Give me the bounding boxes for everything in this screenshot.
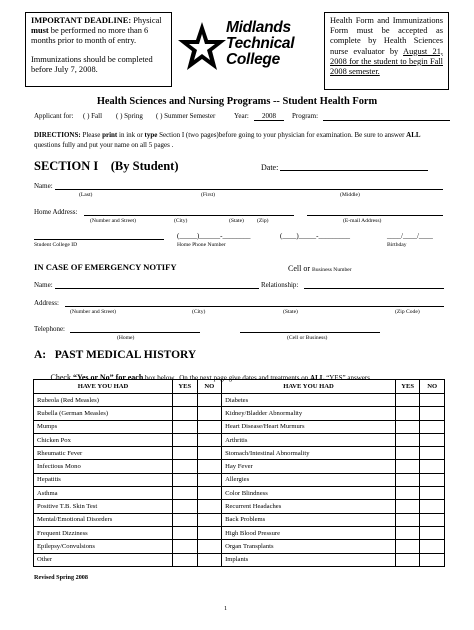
emergency-cell-business-caption: (Cell or Business): [287, 335, 328, 341]
condition-label: Hay Fever: [222, 460, 396, 473]
table-row: [34, 473, 445, 486]
yes-checkbox[interactable]: [395, 407, 420, 420]
yes-checkbox[interactable]: [173, 553, 198, 566]
home-phone-field[interactable]: (_____)______-________: [177, 232, 251, 240]
yes-checkbox[interactable]: [395, 394, 420, 407]
no-checkbox[interactable]: [197, 540, 222, 553]
column-header: NO: [420, 380, 445, 394]
fall-option[interactable]: ( ) Fall: [83, 112, 103, 120]
no-checkbox[interactable]: [420, 473, 445, 486]
logo-line-2: Technical: [226, 35, 295, 52]
condition-label: Diabetes: [222, 394, 396, 407]
home-phone-caption: Home Phone Number: [177, 242, 226, 248]
program-field[interactable]: [323, 120, 450, 121]
directions-text-c: Section I (two pages)before going to your physician for examination. Be sure to answer: [157, 131, 407, 139]
star-logo-icon: [176, 20, 228, 76]
college-logo: [176, 18, 316, 78]
no-checkbox[interactable]: [197, 553, 222, 566]
table-row: [34, 500, 445, 513]
no-checkbox[interactable]: [420, 394, 445, 407]
no-checkbox[interactable]: [197, 526, 222, 539]
condition-label: Arthritis: [222, 433, 396, 446]
no-checkbox[interactable]: [420, 447, 445, 460]
condition-label: Rheumatic Fever: [34, 447, 173, 460]
emergency-state-caption: (State): [283, 309, 298, 315]
logo-line-1: Midlands: [226, 19, 291, 36]
cell-caption: Cell: [288, 264, 302, 273]
summer-option[interactable]: ( ) Summer Semester: [156, 112, 216, 120]
condition-label: Kidney/Bladder Abnormality: [222, 407, 396, 420]
condition-label: Back Problems: [222, 513, 396, 526]
column-header: YES: [173, 380, 198, 394]
notice-box: [324, 12, 449, 90]
condition-label: Hepatitis: [34, 473, 173, 486]
condition-label: Organ Transplants: [222, 540, 396, 553]
condition-label: Rubeola (Red Measles): [34, 394, 173, 407]
directions: [34, 131, 452, 150]
condition-label: Infectious Mono: [34, 460, 173, 473]
yes-checkbox[interactable]: [395, 500, 420, 513]
cell-phone-caption: [280, 240, 352, 276]
deadline-paragraph: [31, 16, 166, 47]
telephone-label: Telephone:: [34, 325, 65, 333]
zip-caption: (Zip): [257, 218, 269, 224]
program-label: Program:: [292, 112, 319, 120]
no-checkbox[interactable]: [420, 407, 445, 420]
no-checkbox[interactable]: [197, 500, 222, 513]
table-body: [34, 394, 445, 567]
condition-label: Positive T.B. Skin Test: [34, 500, 173, 513]
immunization-deadline-text: Immunizations should be completed before July 7, 2008.: [31, 54, 153, 74]
section-a-title: A: PAST MEDICAL HISTORY: [34, 349, 197, 361]
yes-checkbox[interactable]: [173, 433, 198, 446]
yes-checkbox[interactable]: [395, 540, 420, 553]
table-header-row: [34, 380, 445, 394]
date-field[interactable]: [280, 170, 428, 171]
condition-label: Epilepsy/Convulsions: [34, 540, 173, 553]
emergency-name-label: Name:: [34, 281, 53, 289]
name-field[interactable]: [55, 189, 443, 190]
no-checkbox[interactable]: [420, 433, 445, 446]
year-field[interactable]: 2008: [254, 112, 284, 121]
city-caption: (City): [174, 218, 188, 224]
applicant-label: Applicant for:: [34, 112, 74, 120]
directions-text-a: Please: [82, 131, 103, 139]
table-row: [34, 540, 445, 553]
column-header: YES: [395, 380, 420, 394]
condition-label: Color Blindness: [222, 487, 396, 500]
check-text-b: box below. On the next page give dates and treatments on: [143, 374, 311, 382]
condition-label: Implants: [222, 553, 396, 566]
student-id-field[interactable]: [34, 239, 164, 240]
table-row: [34, 433, 445, 446]
yes-checkbox[interactable]: [173, 407, 198, 420]
table-row: [34, 460, 445, 473]
deadline-must: must: [31, 26, 49, 36]
no-checkbox[interactable]: [420, 487, 445, 500]
condition-label: Heart Disease/Heart Murmurs: [222, 420, 396, 433]
directions-text-b: in ink or: [117, 131, 145, 139]
table-row: [34, 513, 445, 526]
emergency-city-caption: (City): [192, 309, 206, 315]
street-caption: (Number and Street): [90, 218, 136, 224]
condition-label: Allergies: [222, 473, 396, 486]
year-label: Year:: [234, 112, 249, 120]
middle-name-caption: (Middle): [340, 192, 360, 198]
table-row: [34, 553, 445, 566]
yes-checkbox[interactable]: [173, 394, 198, 407]
condition-label: Recurrent Headaches: [222, 500, 396, 513]
email-field[interactable]: [307, 215, 443, 216]
yes-checkbox[interactable]: [173, 500, 198, 513]
directions-text-d: questions fully and put your name on all 5 pages .: [34, 140, 174, 149]
table-row: [34, 487, 445, 500]
notice-date: August 21, 2008 for the student to begin Fall 2008 semester.: [330, 46, 443, 77]
yes-checkbox[interactable]: [395, 433, 420, 446]
emergency-zip-caption: (Zip Code): [395, 309, 420, 315]
directions-all: ALL: [406, 131, 421, 139]
condition-label: High Blood Pressure: [222, 526, 396, 539]
deadline-text-2: be performed no more than 6 months prior to month of entry.: [31, 26, 149, 46]
yes-checkbox[interactable]: [395, 553, 420, 566]
table-row: [34, 420, 445, 433]
logo-line-3: College: [226, 51, 280, 68]
no-checkbox[interactable]: [420, 513, 445, 526]
cell-or-caption: or: [301, 264, 313, 273]
relationship-field[interactable]: [304, 288, 444, 289]
table-row: [34, 526, 445, 539]
applicant-row: [34, 112, 454, 124]
home-address-field[interactable]: [84, 215, 294, 216]
medical-history-table: [33, 379, 445, 567]
no-checkbox[interactable]: [197, 447, 222, 460]
emergency-title: IN CASE OF EMERGENCY NOTIFY: [34, 262, 177, 272]
deadline-heading: IMPORTANT DEADLINE:: [31, 16, 132, 25]
deadline-box: [25, 12, 172, 87]
first-name-caption: (First): [201, 192, 215, 198]
section-one-title: SECTION I (By Student): [34, 159, 179, 173]
check-all: ALL: [310, 374, 325, 382]
yes-checkbox[interactable]: [173, 420, 198, 433]
notice-text: Health Form and Immunizations Form must be accepted as complete by Health Sciences nurse evaluator by: [330, 16, 443, 56]
yes-checkbox[interactable]: [395, 487, 420, 500]
column-header: NO: [197, 380, 222, 394]
revised-note: Revised Spring 2008: [34, 574, 88, 581]
page-number: 1: [224, 605, 228, 612]
date-label: Date:: [261, 163, 279, 172]
student-id-caption: Student College ID: [34, 242, 78, 248]
deadline-text-1: Physical: [131, 16, 162, 25]
table-row: [34, 407, 445, 420]
yes-checkbox[interactable]: [173, 487, 198, 500]
emergency-cell-phone-field[interactable]: [240, 332, 380, 333]
relationship-label: Relationship:: [261, 281, 299, 289]
directions-type: type: [144, 131, 158, 139]
email-caption: (E-mail Address): [343, 218, 382, 224]
state-caption: (State): [229, 218, 244, 224]
no-checkbox[interactable]: [197, 473, 222, 486]
table-row: [34, 447, 445, 460]
no-checkbox[interactable]: [420, 553, 445, 566]
last-name-caption: (Last): [79, 192, 93, 198]
yes-checkbox[interactable]: [395, 420, 420, 433]
no-checkbox[interactable]: [197, 407, 222, 420]
table-row: [34, 394, 445, 407]
emergency-home-phone-field[interactable]: [70, 332, 200, 333]
condition-label: Rubella (German Measles): [34, 407, 173, 420]
column-header: HAVE YOU HAD: [222, 380, 396, 394]
emergency-address-label: Address:: [34, 299, 59, 307]
no-checkbox[interactable]: [420, 526, 445, 539]
condition-label: Stomach/Intestinal Abnormality: [222, 447, 396, 460]
emergency-name-field[interactable]: [55, 288, 259, 289]
no-checkbox[interactable]: [197, 433, 222, 446]
no-checkbox[interactable]: [420, 540, 445, 553]
directions-print: print: [102, 131, 118, 139]
yes-checkbox[interactable]: [173, 473, 198, 486]
no-checkbox[interactable]: [197, 487, 222, 500]
no-checkbox[interactable]: [420, 500, 445, 513]
no-checkbox[interactable]: [197, 460, 222, 473]
emergency-street-caption: (Number and Street): [70, 309, 116, 315]
home-address-label: Home Address:: [34, 208, 78, 216]
form-title: Health Sciences and Nursing Programs -- Student Health Form: [96, 96, 378, 107]
yes-checkbox[interactable]: [395, 526, 420, 539]
condition-label: Mental/Emotional Disorders: [34, 513, 173, 526]
yes-checkbox[interactable]: [173, 513, 198, 526]
yes-checkbox[interactable]: [173, 460, 198, 473]
column-header: HAVE YOU HAD: [34, 380, 173, 394]
yes-checkbox[interactable]: [395, 460, 420, 473]
emergency-home-caption: (Home): [117, 335, 135, 341]
check-text-c: “YES” answers.: [324, 374, 372, 382]
no-checkbox[interactable]: [197, 394, 222, 407]
condition-label: Frequent Dizziness: [34, 526, 173, 539]
cell-phone-field[interactable]: (____)_____-_________: [280, 232, 350, 240]
condition-label: Mumps: [34, 420, 173, 433]
yes-checkbox[interactable]: [173, 447, 198, 460]
no-checkbox[interactable]: [420, 460, 445, 473]
no-checkbox[interactable]: [420, 420, 445, 433]
birthday-field[interactable]: ____/____/____: [387, 232, 433, 240]
yes-checkbox[interactable]: [173, 540, 198, 553]
condition-label: Other: [34, 553, 173, 566]
yes-checkbox[interactable]: [173, 526, 198, 539]
yes-checkbox[interactable]: [395, 447, 420, 460]
directions-label: DIRECTIONS:: [34, 131, 81, 139]
condition-label: Asthma: [34, 487, 173, 500]
name-label: Name:: [34, 182, 53, 190]
spring-option[interactable]: ( ) Spring: [116, 112, 143, 120]
yes-checkbox[interactable]: [395, 513, 420, 526]
business-caption: Business Number: [312, 267, 352, 273]
birthday-caption: Birthday: [387, 242, 407, 248]
condition-label: Chicken Pox: [34, 433, 173, 446]
emergency-address-field[interactable]: [65, 306, 444, 307]
yes-checkbox[interactable]: [395, 473, 420, 486]
check-text-a: Check: [50, 373, 73, 382]
no-checkbox[interactable]: [197, 420, 222, 433]
check-yes-no: “Yes or No” for each: [72, 373, 144, 382]
no-checkbox[interactable]: [197, 513, 222, 526]
